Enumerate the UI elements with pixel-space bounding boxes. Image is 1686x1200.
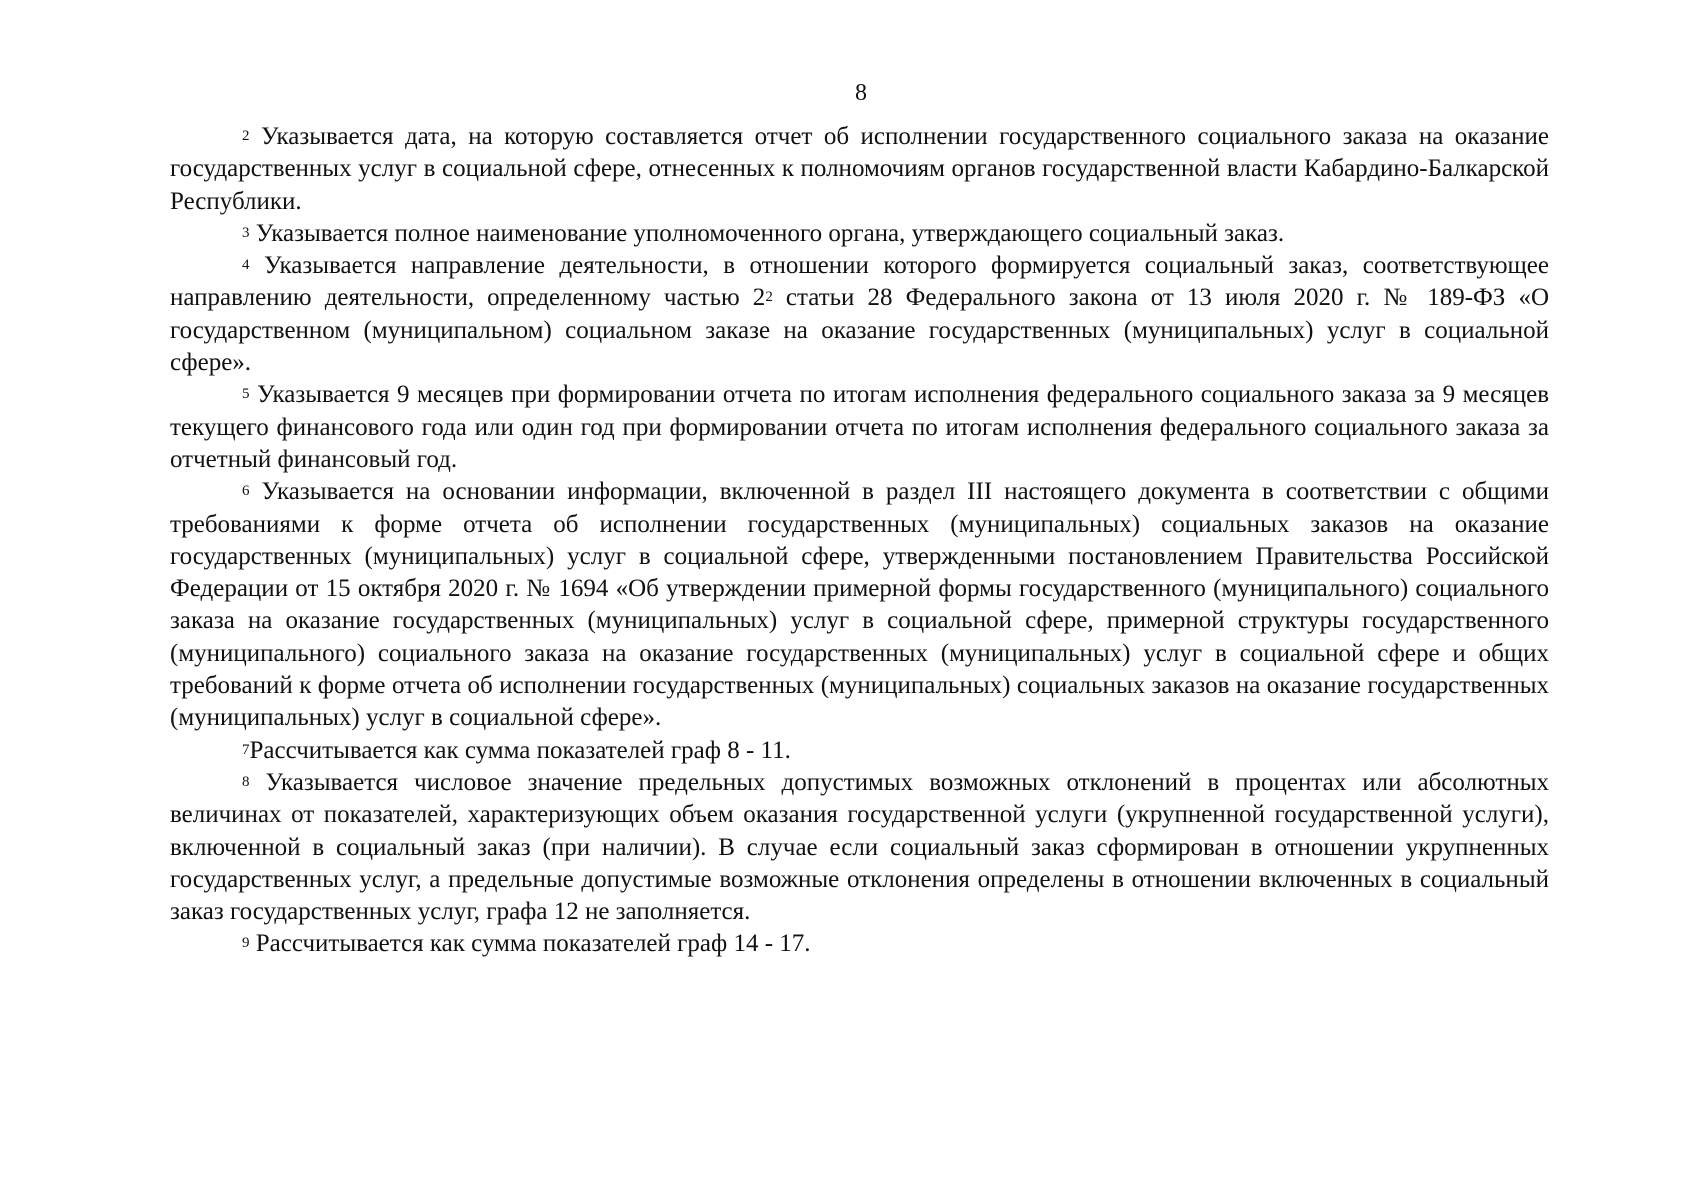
footnote-marker: 7 — [242, 741, 250, 758]
footnote-text: Рассчитывается как сумма показателей граф 8 - 11. — [249, 736, 791, 764]
footnotes-list — [170, 121, 1549, 961]
footnote-marker: 4 — [242, 257, 250, 274]
footnote-marker: 6 — [242, 483, 250, 500]
footnote-marker: 5 — [242, 386, 250, 403]
footnote-8 — [170, 767, 1549, 928]
footnote-text: Указывается на основании информации, включенной в раздел III настоящего документа в соответствии с общими требованиями к форме отчета об исполнении государственных (муниципальных) социальных заказов на оказание государственных (муниципальных) услуг в социальной сфере, утвержденными постановлением Правительства Российской Федерации от 15 октября 2020 г. № 1694 «Об утверждении примерной формы государственного (муниципального) социального заказа на оказание государственных (муниципальных) услуг в социальной сфере, примерной структуры государственного (муниципального) социального заказа на оказание государственных (муниципальных) услуг в социальной сфере и общих требований к форме отчета об исполнении государственных (муниципальных) социальных заказов на оказание государственных (муниципальных) услуг в социальной сфере». — [170, 478, 1549, 732]
footnote-text-start: Указывается направление деятельности, в отношении которого формируется социальный заказ, соответствующее направлению деятельности, определенному частью 2 — [170, 252, 1549, 312]
footnote-marker: 2 — [242, 128, 250, 144]
footnote-2 — [170, 121, 1549, 218]
footnote-marker: 9 — [242, 935, 250, 952]
footnote-text: Рассчитывается как сумма показателей граф 14 - 17. — [255, 930, 811, 958]
footnote-4 — [170, 250, 1549, 379]
footnote-marker: 8 — [242, 773, 250, 790]
footnote-text: Указывается 9 месяцев при формировании отчета по итогам исполнения федерального социального заказа за 9 месяцев текущего финансового года или один год при формировании отчета по итогам исполнения федерального социального заказа за отчетный финансовый год. — [170, 381, 1549, 473]
footnote-text-end: статьи 28 Федерального закона от 13 июля 2020 г. № 189-ФЗ «О государственном (муниципальном) социальном заказе на оказание государственных (муниципальных) услуг в социальной сфере». — [170, 284, 1549, 377]
page-number: 8 — [855, 80, 867, 106]
footnote-text: Указывается полное наименование уполномоченного органа, утверждающего социальный заказ. — [255, 219, 1285, 247]
footnote-3 — [170, 218, 1549, 250]
footnote-text: Указывается числовое значение предельных допустимых возможных отклонений в процентах или абсолютных величинах от показателей, характеризующих объем оказания государственной услуги (укрупненной государственной услуги), включенной в социальный заказ (при наличии). В случае если социальный заказ сформирован в отношении укрупненных государственных услуг, а предельные допустимые возможные отклонения определены в отношении включенных в социальный заказ государственных услуг, графа 12 не заполняется. — [170, 768, 1549, 926]
footnote-6 — [170, 476, 1549, 734]
footnote-marker: 3 — [242, 224, 250, 241]
footnote-9 — [170, 928, 1549, 960]
footnote-7 — [170, 735, 1549, 767]
inline-superscript: 2 — [765, 289, 773, 306]
footnote-5 — [170, 379, 1549, 476]
footnote-text: Указывается дата, на которую составляется отчет об исполнении государственного социального заказа на оказание государственных услуг в социальной сфере, отнесенных к полномочиям органов государственной власти Кабардино-Балкарской Республики. — [170, 123, 1549, 215]
